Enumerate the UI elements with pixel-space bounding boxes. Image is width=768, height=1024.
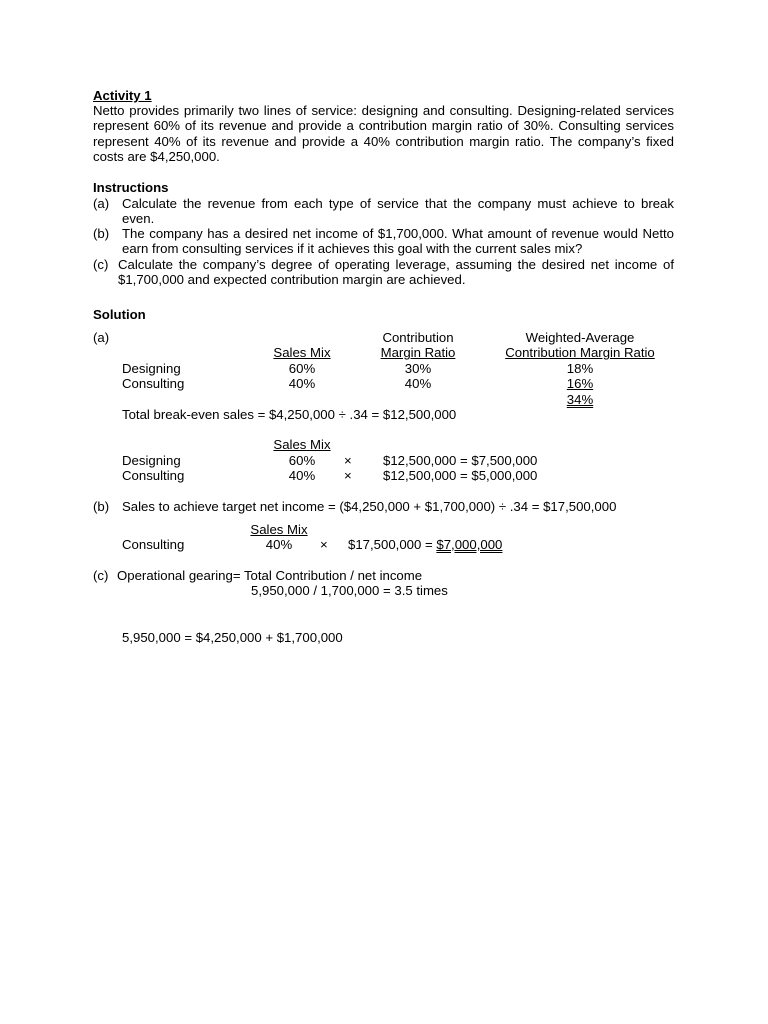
- split-consulting-calc: $12,500,000 = $5,000,000: [383, 468, 538, 483]
- split-consulting-times: ×: [344, 468, 352, 483]
- row-consulting-mix: 40%: [288, 376, 316, 391]
- part-b-label: (b): [93, 499, 110, 514]
- part-b-row-calc-prefix: $17,500,000 =: [348, 537, 437, 552]
- part-b-row-mix: 40%: [265, 537, 293, 552]
- part-b-row-name: Consulting: [122, 537, 185, 552]
- instruction-item-c: [93, 257, 674, 288]
- activity-description: Netto provides primarily two lines of service: designing and consulting. Designing-related services represent 60% of its revenue and provide a contribution margin ratio of 30%. Consulting services represent 40% of its revenue and provide a 40% contribution margin ratio. The company’s fixed costs are $4,250,000.: [93, 103, 674, 164]
- row-consulting-weighted: 16%: [566, 376, 594, 391]
- split-designing-mix: 60%: [288, 453, 316, 468]
- instruction-text-c: Calculate the company’s degree of operating leverage, assuming the desired net income of $1,700,000 and expected contribution margin are achieved.: [118, 257, 674, 288]
- header-cm-ratio: Contribution Margin Ratio: [505, 345, 655, 360]
- instructions-heading: Instructions: [93, 180, 169, 195]
- row-consulting-name: Consulting: [122, 376, 185, 391]
- instruction-item-a: [93, 196, 674, 227]
- header-contribution: Contribution: [382, 330, 454, 345]
- instruction-label-c: (c): [93, 257, 109, 272]
- part-b-line: Sales to achieve target net income = ($4,250,000 + $1,700,000) ÷ .34 = $17,500,000: [122, 499, 617, 514]
- part-b-row-times: ×: [320, 537, 328, 552]
- row-designing-name: Designing: [122, 361, 181, 376]
- total-weighted: 34%: [566, 392, 594, 407]
- activity-title: Activity 1: [93, 88, 152, 103]
- part-b-row-calc-result: $7,000,000: [436, 537, 503, 552]
- header-sales-mix: Sales Mix: [273, 345, 331, 360]
- split-consulting-name: Consulting: [122, 468, 185, 483]
- row-designing-weighted: 18%: [566, 361, 594, 376]
- row-consulting-ratio: 40%: [404, 376, 432, 391]
- split-designing-name: Designing: [122, 453, 181, 468]
- part-b-header-sales-mix: Sales Mix: [250, 522, 308, 537]
- solution-heading: Solution: [93, 307, 146, 322]
- part-c-line2: 5,950,000 / 1,700,000 = 3.5 times: [251, 583, 448, 598]
- split-header-sales-mix: Sales Mix: [273, 437, 331, 452]
- part-c-line1: Operational gearing= Total Contribution / net income: [117, 568, 423, 583]
- part-c-line3: 5,950,000 = $4,250,000 + $1,700,000: [122, 630, 343, 645]
- instruction-text-a: Calculate the revenue from each type of service that the company must achieve to break even.: [122, 196, 674, 227]
- split-designing-calc: $12,500,000 = $7,500,000: [383, 453, 538, 468]
- instruction-item-b: [93, 226, 674, 257]
- row-designing-ratio: 30%: [404, 361, 432, 376]
- instruction-label-b: (b): [93, 226, 110, 241]
- breakeven-line: Total break-even sales = $4,250,000 ÷ .34 = $12,500,000: [122, 407, 457, 422]
- part-a-label: (a): [93, 330, 110, 345]
- header-margin-ratio: Margin Ratio: [380, 345, 456, 360]
- instruction-label-a: (a): [93, 196, 110, 211]
- row-designing-mix: 60%: [288, 361, 316, 376]
- header-weighted-average: Weighted-Average: [525, 330, 635, 345]
- part-c-label: (c): [93, 568, 109, 583]
- instruction-text-b: The company has a desired net income of $1,700,000. What amount of revenue would Netto earn from consulting services if it achieves this goal with the current sales mix?: [122, 226, 674, 257]
- split-designing-times: ×: [344, 453, 352, 468]
- split-consulting-mix: 40%: [288, 468, 316, 483]
